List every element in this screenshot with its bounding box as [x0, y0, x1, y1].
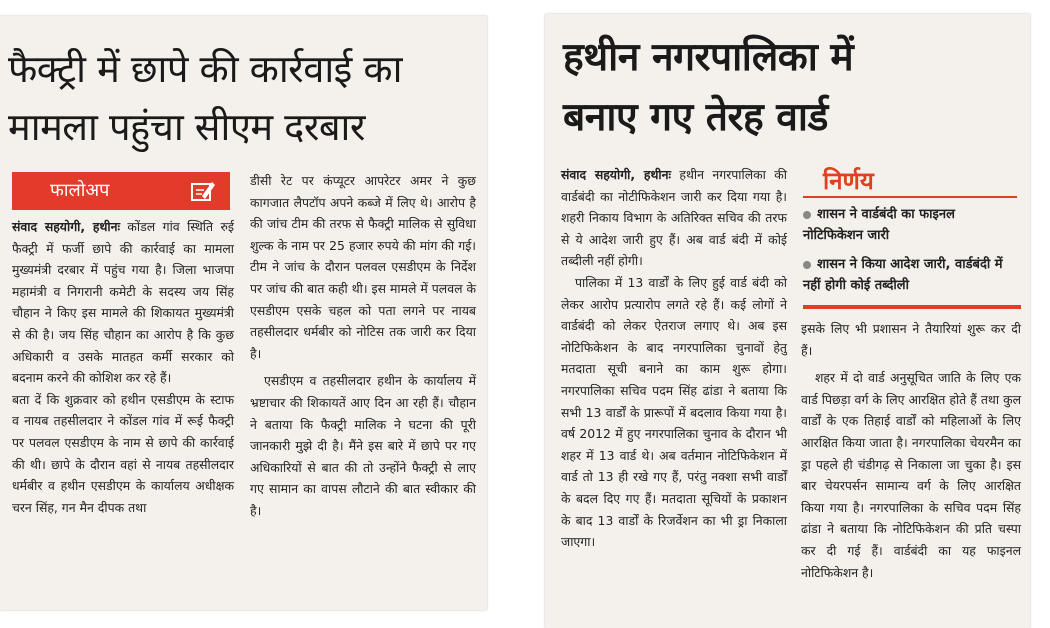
right-column-2: [801, 318, 1021, 583]
right-col1-para: [561, 272, 787, 553]
decision-bottom-rule: [803, 305, 1021, 309]
right-column-1: [561, 164, 787, 553]
decision-point: [803, 254, 1017, 296]
decision-point-text: शासन ने किया आदेश जारी, वार्डबंदी में नहीं होगी कोई तब्दीली: [803, 257, 1003, 293]
left-news-clipping: [0, 16, 487, 610]
followup-tag: [12, 172, 230, 210]
left-col1-para: [12, 216, 234, 389]
decision-point-text: शासन ने वार्डबंदी का फाइनल नोटिफिकेशन जारी: [803, 207, 955, 243]
left-col1-text: बता दें कि शुक्रवार को हथीन एसडीएम के स्टाफ व नायब तहसीलदार ने कोंडल गांव में रूई फैक्ट्री पर पलवल एसडीएम के नाम से छापे की कार्रवाई की थी। छापे के दौरान वहां से नायब तहसीलदार धर्मबीर व हथीन एसडीएम के कार्यालय अधीक्षक चरन सिंह, गन मैन दीपक तथा: [12, 391, 234, 515]
left-byline: संवाद सहयोगी, हथीनः: [12, 219, 120, 234]
left-column-1: [12, 216, 234, 518]
decision-point: [803, 204, 1017, 246]
right-headline: हथीन नगरपालिका में बनाए गए तेरह वार्ड: [563, 35, 854, 140]
right-col2-para: इसके लिए भी प्रशासन ने तैयारियां शुरू कर दी हैं।: [801, 321, 1021, 358]
left-headline: फैक्ट्री में छापे की कार्रवाई का मामला पहुंचा सीएम दरबार: [8, 47, 402, 149]
left-col1-text: कोंडल गांव स्थिति रुई फैक्ट्री में फर्जी छापे की कार्रवाई का मामला मुख्यमंत्री दरबार में पहुंच गया है। जिला भाजपा महामंत्री व निगरानी कमेटी के सदस्य जय सिंह चौहान ने किए इस मामले की शिकायत मुख्यमंत्री से की है। जय सिंह चौहान का आरोप है कि कुछ अधिकारी व उसके मातहत कर्मी सरकार को बदनाम करने की कोशिश कर रहे हैं।: [12, 219, 234, 386]
decision-sidebar-label: निर्णय: [823, 167, 874, 195]
pen-writing-icon: [190, 178, 216, 204]
bullet-icon: [803, 211, 811, 219]
left-column-2: [250, 170, 476, 522]
left-col1-para: [12, 389, 234, 519]
right-col2-para: शहर में दो वार्ड अनुसूचित जाति के लिए एक वार्ड पिछड़ा वर्ग के लिए आरक्षित होते हैं तथा कुल वार्डों के एक तिहाई वार्डों को महिलाओं के लिए आरक्षित किया जाता है। नगरपालिका चेयरमैन का ड्रा पहले ही चंडीगढ़ से निकाला जा चुका है। इस बार चेयरपर्सन सामान्य वर्ग के लिए आरक्षित किया गया है। नगरपालिका के सचिव पदम सिंह ढांडा ने बताया कि नोटिफिकेशन की प्रति चस्पा कर दी गई हैं। वार्डबंदी का यह फाइनल नोटिफिकेशन है।: [801, 370, 1021, 580]
followup-tag-label: फालोअप: [50, 180, 110, 201]
left-col2-para: डीसी रेट पर कंप्यूटर आपरेटर अमर ने कुछ कागजात लैपटॉप अपने कब्जे में लिए थे। आरोप है की जांच टीम की तरफ से फैक्ट्री मालिक से सुविधा शुल्क के नाम पर 25 हजार रुपये की मांग की गई। टीम ने जांच के दौरान पलवल एसडीएम के निर्देश पर जांच की बात कही थी। इस मामले में पलवल के एसडीएम एसके चहल को पता लगने पर नायब तहसीलदार धर्मबीर को नोटिस तक जारी कर दिया है।: [250, 173, 476, 361]
right-col1-text: हथीन नगरपालिका की वार्डबंदी का नोटीफिकेशन जारी कर दिया गया है। शहरी निकाय विभाग के अतिरिक्त सचिव की तरफ से ये आदेश जारी हुए हैं। अब वार्ड बंदी में कोई तब्दीली नहीं होगी।: [561, 167, 787, 269]
right-byline: संवाद सहयोगी, हथीनः: [561, 167, 671, 182]
decision-rule: [803, 196, 1017, 198]
right-news-clipping: [545, 14, 1030, 628]
bullet-icon: [803, 261, 811, 269]
left-col2-para: एसडीएम व तहसीलदार हथीन के कार्यालय में भ्रष्टाचार की शिकायतें आए दिन आ रही हैं। चौहान ने बताया कि फैक्ट्री मालिक ने घटना की पूरी जानकारी मुझे दी है। मैंने इस बारे में छापे पर गए अधिकारियों से बात की तो उन्होंने फैक्ट्री से लाए गए सामान का वापस लौटाने की बात स्वीकार की है।: [250, 373, 476, 518]
right-col1-para: [561, 164, 787, 272]
right-col1-text: पालिका में 13 वार्डों के लिए हुई वार्ड बंदी को लेकर आरोप प्रत्यारोप लगते रहे हैं। कई लोगों ने वार्डबंदी को लेकर ऐतराज लगाए थे। अब इस नोटिफिकेशन के बाद नगरपालिका चुनावों हेतु मतदाता सूची बनाने का काम शुरू होगा। नगरपालिका सचिव पदम सिंह ढांडा ने बताया कि सभी 13 वार्डों के प्रारूपों में बदलाव किया गया है। वर्ष 2012 में हुए नगरपालिका चुनाव के दौरान भी शहर में 13 वार्ड थे। अब वर्तमान नोटिफिकेशन में वार्ड तो 13 ही रखे गए हैं, परंतु नक्शा सभी वार्डों के बदल दिए गए हैं। मतदाता सूचियों के प्रकाशन के बाद 13 वार्डों के रिजर्वेशन का भी ड्रा निकाला जाएगा।: [561, 274, 787, 550]
